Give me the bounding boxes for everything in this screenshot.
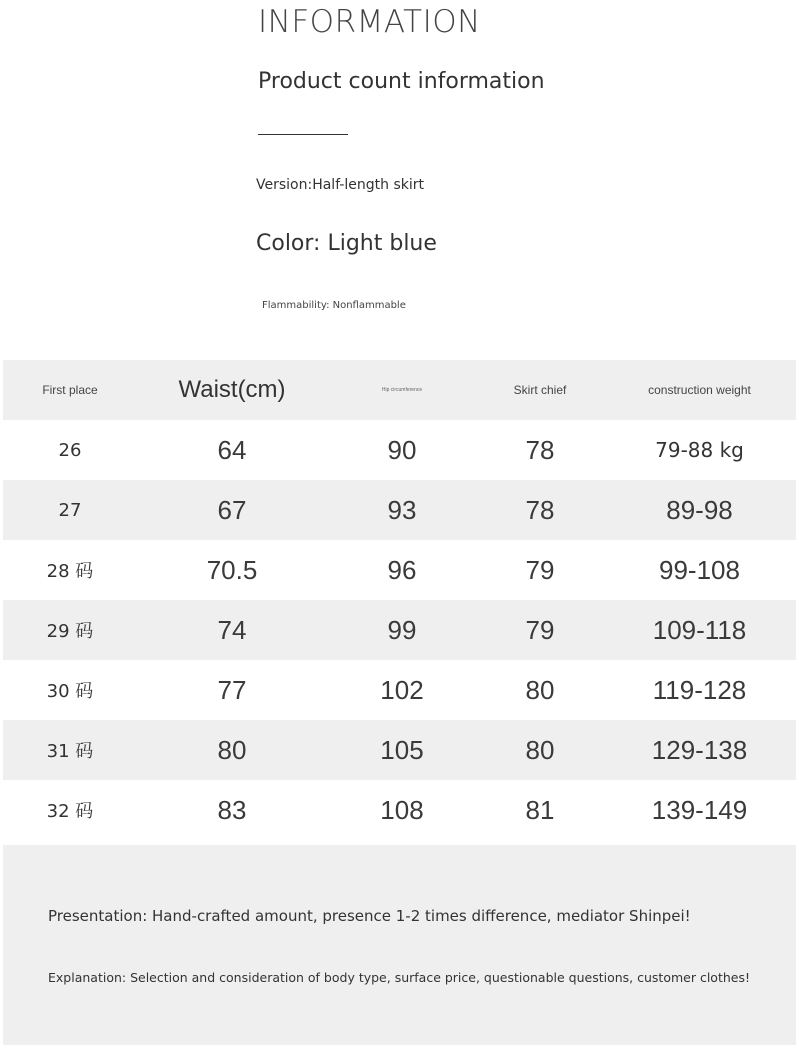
column-header: construction weight [648,383,751,397]
table-cell: 67 [217,494,247,525]
table-cell: 30 码 [46,681,94,702]
table-cell: 93 [387,494,417,525]
table-cell: 129-138 [651,734,748,765]
table-cell: 119-128 [652,674,747,705]
divider [258,134,348,135]
table-cell: 102 [380,674,424,705]
column-header: Hip circumference [381,387,423,393]
table-header-row [3,360,796,420]
page-title: INFORMATION [258,4,481,40]
column-header: First place [42,383,98,397]
table-cell: 90 [387,434,417,465]
table-row [3,480,796,540]
table-cell: 105 [380,734,424,765]
size-table [3,360,796,840]
table-cell: 81 [525,794,555,825]
table-cell: 83 [217,794,247,825]
table-cell: 31 码 [46,741,94,762]
flammability-text: Flammability: Nonflammable [262,300,406,311]
table-cell: 99-108 [659,554,740,585]
table-cell: 32 码 [46,801,94,822]
table-cell: 77 [217,674,247,705]
table-cell: 64 [217,434,247,465]
page-subtitle: Product count information [258,69,545,94]
version-text: Version:Half-length skirt [256,177,425,193]
table-row [3,540,796,600]
table-cell: 80 [525,734,555,765]
table-cell: 79-88 kg [655,438,744,462]
table-row [3,420,796,480]
column-header: Skirt chief [513,383,567,397]
table-row [3,780,796,840]
notes-panel [3,845,796,1045]
table-cell: 70.5 [206,554,258,585]
table-row [3,660,796,720]
table-cell: 80 [217,734,247,765]
table-cell: 79 [525,614,555,645]
table-cell: 26 [58,439,82,461]
presentation-note: Presentation: Hand-crafted amount, presence 1-2 times difference, mediator Shinpei! [48,907,691,925]
table-cell: 96 [387,554,417,585]
table-cell: 89-98 [666,494,733,525]
table-row [3,720,796,780]
table-cell: 79 [525,554,555,585]
table-cell: 78 [525,434,555,465]
table-cell: 27 [58,499,82,521]
table-cell: 80 [525,674,555,705]
column-header: Waist(cm) [178,376,286,403]
table-cell: 139-149 [651,794,748,825]
color-text: Color: Light blue [256,231,437,256]
table-cell: 28 码 [46,561,94,582]
table-cell: 74 [217,614,247,645]
table-row [3,600,796,660]
table-cell: 78 [525,494,555,525]
table-cell: 29 码 [46,621,94,642]
table-cell: 108 [380,794,424,825]
table-cell: 109-118 [652,614,747,645]
explanation-note: Explanation: Selection and consideration of body type, surface price, questionable questions, customer clothes! [48,970,750,985]
table-cell: 99 [387,614,417,645]
